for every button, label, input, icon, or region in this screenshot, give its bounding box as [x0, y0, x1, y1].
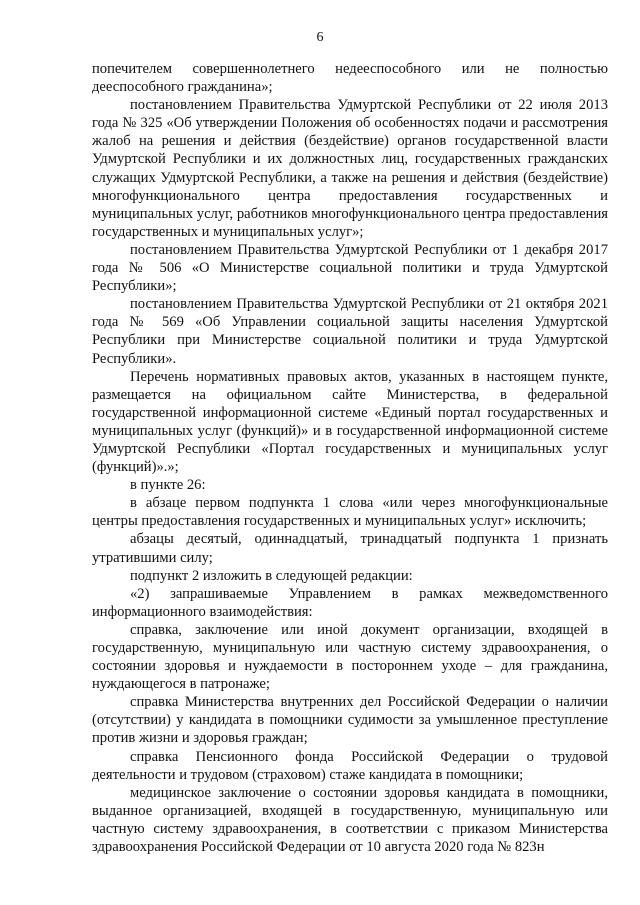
- paragraph-11: справка, заключение или иной документ организации, входящей в государственную, муниципальную или частную систему здравоохранения, о состоянии здоровья и нуждаемости в постороннем уходе – для гражданина, нуждающегося в патронаже;: [92, 621, 608, 693]
- paragraph-3: постановлением Правительства Удмуртской Республики от 1 декабря 2017 года № 506 «О Министерстве социальной политики и труда Удмуртской Республики»;: [92, 241, 608, 295]
- page-number: 6: [316, 30, 324, 45]
- paragraph-10: «2) запрашиваемые Управлением в рамках межведомственного информационного взаимодействия:: [92, 585, 608, 620]
- paragraph-12: справка Министерства внутренних дел Российской Федерации о наличии (отсутствии) у кандидата в помощники судимости за умышленное преступление против жизни и здоровья граждан;: [92, 694, 608, 747]
- document-body: [92, 60, 608, 856]
- paragraph-2: постановлением Правительства Удмуртской Республики от 22 июля 2013 года № 325 «Об утверждении Положения об особенностях подачи и рассмотрения жалоб на решения и действия (бездействие) органов государственной власти Удмуртской Республики и их должностных лиц, государственных гражданских служащих Удмуртской Республики, а также на решения и действия (бездействие) многофункционального центра предоставления государственных и муниципальных услуг, работников многофункционального центра предоставления государственных и муниципальных услуг»;: [92, 97, 608, 240]
- paragraph-6: в пункте 26:: [130, 477, 206, 494]
- paragraph-1: попечителем совершеннолетнего недееспособного или не полностью дееспособного гражданина»;: [92, 61, 608, 96]
- paragraph-7: в абзаце первом подпункта 1 слова «или через многофункциональные центры предоставления государственных и муниципальных услуг» исключить;: [92, 495, 608, 530]
- paragraph-13: справка Пенсионного фонда Российской Федерации о трудовой деятельности и трудовом (страховом) стаже кандидата в помощники;: [92, 748, 608, 783]
- paragraph-4: постановлением Правительства Удмуртской Республики от 21 октября 2021 года № 569 «Об Управлении социальной защиты населения Удмуртской Республики при Министерстве социальной политики и труда Удмуртской Республики».: [92, 296, 608, 367]
- paragraph-8: абзацы десятый, одиннадцатый, тринадцатый подпункта 1 признать утратившими силу;: [92, 531, 608, 566]
- paragraph-9: подпункт 2 изложить в следующей редакции:: [130, 567, 413, 584]
- paragraph-14: медицинское заключение о состоянии здоровья кандидата в помощники, выданное организацией, входящей в государственную, муниципальную или частную систему здравоохранения, в соответствии с приказом Министерства здравоохранения Российской Федерации от 10 августа 2020 года № 823н: [92, 784, 608, 856]
- paragraph-5: Перечень нормативных правовых актов, указанных в настоящем пункте, размещается на официальном сайте Министерства, в федеральной государственной информационной системе «Единый портал государственных и муниципальных услуг (функций)» и в государственной информационной системе Удмуртской Республики «Портал государственных и муниципальных услуг (функций)».»;: [92, 368, 608, 476]
